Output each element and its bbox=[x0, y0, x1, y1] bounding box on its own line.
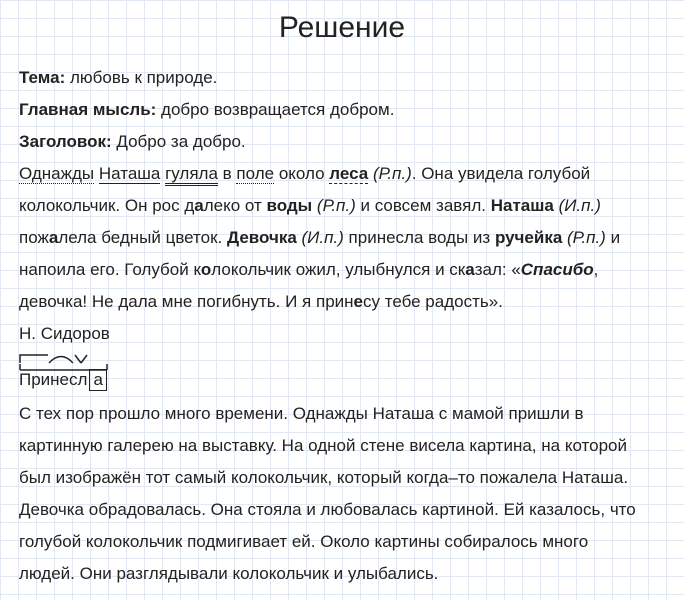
word-natasha: Наташа bbox=[98, 164, 161, 183]
word-stem: Принесл bbox=[19, 370, 88, 389]
text2-line-5: голубой колокольчик подмигивает ей. Около картины собиралось много bbox=[19, 532, 589, 551]
text-fragment: и совсем завял. bbox=[355, 196, 491, 215]
text-fragment: принесла воды из bbox=[343, 228, 495, 247]
word-gulyala: гуляла bbox=[165, 164, 218, 186]
text-fragment: и bbox=[605, 228, 621, 247]
theme-label: Тема: bbox=[19, 68, 66, 87]
word-lesa: леса bbox=[329, 164, 369, 183]
solution-content bbox=[19, 62, 674, 590]
text-fragment: напоила его. Голубой к bbox=[19, 260, 201, 279]
stressed-vowel: е bbox=[353, 292, 363, 311]
case-ip-1: (И.п.) bbox=[553, 196, 601, 215]
morphemic-analysis bbox=[19, 352, 674, 398]
text2-line-6: людей. Они разглядывали колокольчик и улыбались. bbox=[19, 564, 439, 583]
text-fragment: су тебе радость». bbox=[363, 292, 503, 311]
word-rucheyka: ручейка bbox=[494, 228, 563, 247]
theme-line bbox=[19, 62, 674, 94]
author-line: Н. Сидоров bbox=[19, 324, 110, 343]
word-vody: воды bbox=[266, 196, 313, 215]
text-line-2 bbox=[19, 190, 674, 222]
morpheme-word bbox=[19, 368, 107, 392]
word-odnazhdy: Однажды bbox=[19, 164, 95, 183]
heading-value: Добро за добро. bbox=[111, 132, 246, 151]
page-title: Решение bbox=[278, 11, 406, 44]
text-fragment: пож bbox=[19, 228, 49, 247]
word-ending: а bbox=[89, 369, 106, 391]
text-fragment: девочка! Не дала мне погибнуть. И я прин bbox=[19, 292, 354, 311]
text-rest-1: . Она увидела голубой bbox=[411, 164, 591, 183]
heading-label: Заголовок: bbox=[19, 132, 112, 151]
stressed-vowel: а bbox=[194, 196, 204, 215]
main-idea-label: Главная мысль: bbox=[19, 100, 157, 119]
text2-line-3: был изображён тот самый колокольчик, который когда–то пожалела Наташа. bbox=[19, 468, 629, 487]
stressed-vowel: а bbox=[465, 260, 475, 279]
word-v: в bbox=[217, 164, 237, 183]
main-idea-line bbox=[19, 94, 674, 126]
theme-value: любовь к природе. bbox=[65, 68, 218, 87]
text-fragment: леко от bbox=[203, 196, 267, 215]
text-line-5 bbox=[19, 286, 674, 318]
stressed-vowel: о bbox=[200, 260, 212, 279]
text-line-1 bbox=[19, 158, 674, 190]
word-okolo: около bbox=[274, 164, 330, 183]
word-pole: поле bbox=[236, 164, 275, 183]
text2-line-4: Девочка обрадовалась. Она стояла и любовалась картиной. Ей казалось, что bbox=[19, 500, 636, 519]
text-fragment: колокольчик. Он рос д bbox=[19, 196, 195, 215]
word-natasha-bold: Наташа bbox=[490, 196, 554, 215]
text-line-4 bbox=[19, 254, 674, 286]
text-fragment: зал: « bbox=[474, 260, 521, 279]
main-idea-value: добро возвращается добром. bbox=[156, 100, 395, 119]
text-fragment: лела бедный цветок. bbox=[58, 228, 227, 247]
case-rp-1: (Р.п.) bbox=[368, 164, 412, 183]
text-fragment: , bbox=[593, 260, 599, 279]
stressed-vowel: а bbox=[48, 228, 59, 247]
heading-line bbox=[19, 126, 674, 158]
text-fragment: локольчик ожил, улыбнулся и ск bbox=[211, 260, 466, 279]
text-line-3 bbox=[19, 222, 674, 254]
text2-line-2: картинную галерею на выставку. На одной стене висела картина, на которой bbox=[19, 436, 627, 455]
case-ip-2: (И.п.) bbox=[296, 228, 344, 247]
case-rp-2: (Р.п.) bbox=[312, 196, 356, 215]
word-spasibo: Спасибо bbox=[520, 260, 594, 279]
text2-line-1: С тех пор прошло много времени. Однажды Наташа с мамой пришли в bbox=[19, 404, 584, 423]
word-devochka: Девочка bbox=[227, 228, 297, 247]
case-rp-3: (Р.п.) bbox=[562, 228, 606, 247]
